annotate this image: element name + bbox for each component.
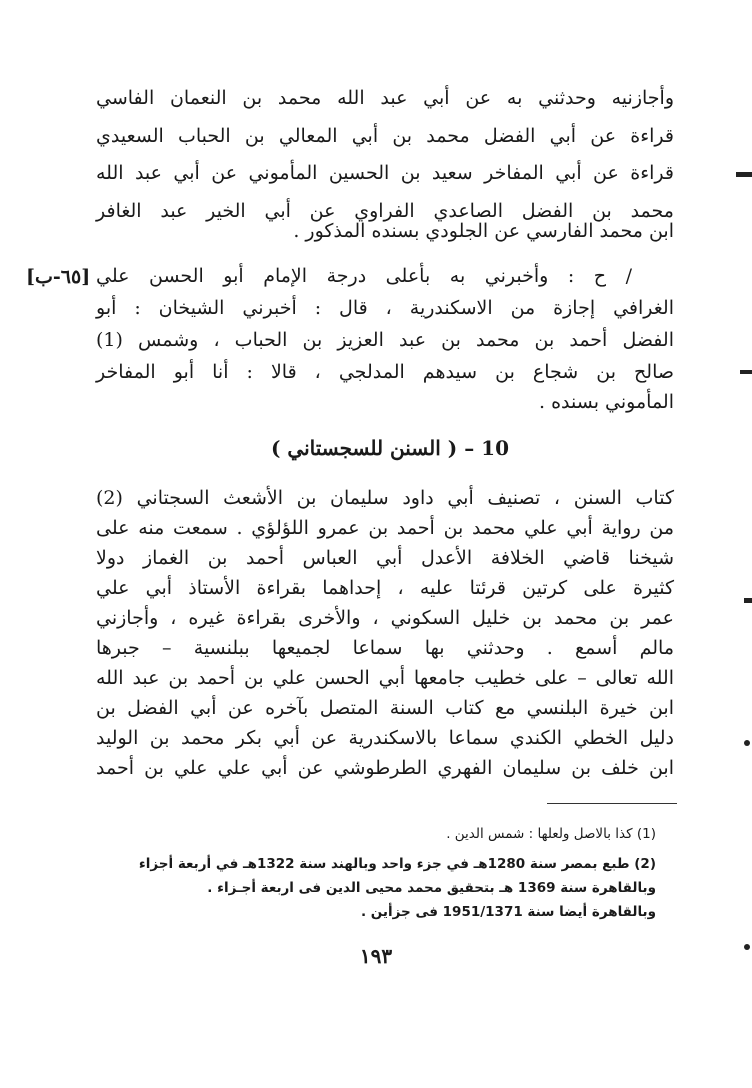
text-line: مالم أسمع . وحدثني بها سماعا لجميعها ببلنسية – جبرها xyxy=(96,637,674,659)
page-number: ١٩٣ xyxy=(359,944,393,968)
text-line: من رواية أبي علي محمد بن أحمد بن عمرو اللؤلؤي . سمعت منه على xyxy=(96,517,674,539)
footnote-2-cont: وبالقاهرة أيضا سنة 1951/1371 فى جزأين . xyxy=(360,904,656,920)
scan-mark xyxy=(744,944,750,950)
text-line: كتاب السنن ، تصنيف أبي داود سليمان بن الأشعث السجتاني (2) xyxy=(96,487,674,509)
scan-mark xyxy=(744,598,752,603)
text-line: قراءة عن أبي المفاخر سعيد بن الحسين المأموني عن أبي عبد الله xyxy=(96,162,674,184)
text-line: ابن محمد الفارسي عن الجلودي بسنده المذكور . xyxy=(293,220,674,242)
text-line: / ح : وأخبرني به بأعلى درجة الإمام أبو الحسن علي xyxy=(96,265,632,287)
text-line: عمر بن محمد بن خليل السكوني ، والأخرى بقراءة غيره ، وأجازني xyxy=(96,607,674,629)
text-line: قراءة عن أبي الفضل محمد بن أبي المعالي بن الحباب السعيدي xyxy=(96,125,674,147)
text-line: ابن خلف بن سليمان الفهري الطرطوشي عن أبي علي علي بن أحمد xyxy=(96,757,674,779)
text-line: دليل الخطي الكندي سماعا بالاسكندرية عن أبي بكر محمد بن الوليد xyxy=(96,727,674,749)
text-line: وأجازنيه وحدثني به عن أبي عبد الله محمد بن النعمان الفاسي xyxy=(96,87,674,109)
footnote-separator xyxy=(547,803,677,804)
scan-mark xyxy=(736,172,752,177)
text-line: المأموني بسنده . xyxy=(539,391,674,413)
text-line: كثيرة على كرتين قرئتا عليه ، إحداهما بقراءة الأستاذ أبي علي xyxy=(96,577,674,599)
scan-mark xyxy=(744,740,750,746)
text-line: صالح بن شجاع بن سيدهم المدلجي ، قالا : أنا أبو المفاخر xyxy=(96,361,674,383)
text-line: شيخنا قاضي الخلافة الأعدل أبي العباس أحمد بن الغماز دولا xyxy=(96,547,674,569)
footnote-2: (2) طبع بمصر سنة 1280هـ في جزء واحد وبالهند سنة 1322هـ في أربعة أجزاء xyxy=(138,856,656,872)
text-line: ابن خيرة البلنسي مع كتاب السنة المتصل بآخره عن أبي الفضل بن xyxy=(96,697,674,719)
text-line: الفضل أحمد بن محمد بن عبد العزيز بن الحباب ، وشمس (1) xyxy=(96,329,674,351)
text-line: محمد بن الفضل الصاعدي الفراوي عن أبي الخير عبد الغافر xyxy=(96,200,674,222)
footnote-1: (1) كذا بالاصل ولعلها : شمس الدين . xyxy=(446,826,656,842)
scan-mark xyxy=(740,370,752,374)
text-line: الله تعالى – على خطيب جامعها أبي الحسن علي بن أحمد بن عبد الله xyxy=(96,667,674,689)
section-heading: 10 – ( السنن للسجستاني ) xyxy=(270,436,509,460)
folio-marker: [٦٥-ب] xyxy=(26,266,91,288)
footnote-2-cont: وبالقاهرة سنة 1369 هـ بتحقيق محمد محيى الدين فى اربعة أجـزاء . xyxy=(207,880,656,896)
text-line: الغرافي إجازة من الاسكندرية ، قال : أخبرني الشيخان : أبو xyxy=(96,297,674,319)
